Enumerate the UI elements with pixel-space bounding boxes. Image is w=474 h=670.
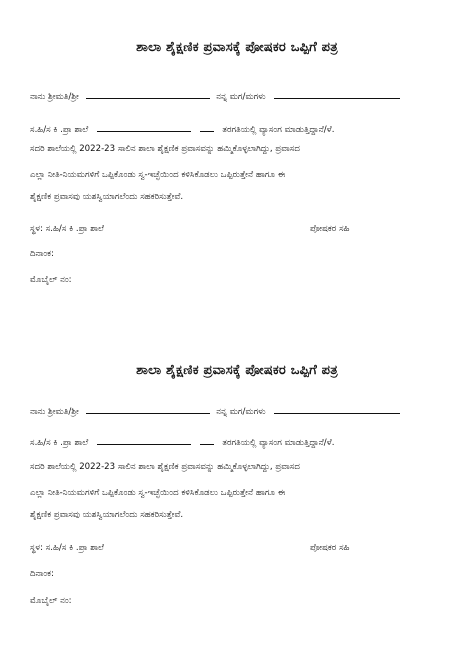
- school-name-blank[interactable]: [97, 436, 191, 445]
- parent-name-blank[interactable]: [86, 405, 210, 414]
- school-line: [30, 123, 450, 136]
- class-text: ತರಗತಿಯಲ್ಲಿ ವ್ಯಾಸಂಗ ಮಾಡುತ್ತಿದ್ದಾನೆ/ಳೆ.: [222, 125, 335, 135]
- consent-form-1: [0, 0, 474, 300]
- date-label: ದಿನಾಂಕ:: [30, 569, 54, 579]
- body-line-4: ಶೈಕ್ಷಣಿಕ ಪ್ರವಾಸವು ಯಶಸ್ವಿಯಾಗಲೆಂದು ಸಹಕರಿಸುತ್ತೇವೆ.: [30, 192, 184, 202]
- name-line: [30, 90, 450, 103]
- place-label: ಸ್ಥಳ: ಸ.ಹಿ/ಸ ಕಿ .ಪ್ರಾ ಶಾಲೆ: [30, 543, 104, 553]
- body-line-4: ಶೈಕ್ಷಣಿಕ ಪ್ರವಾಸವು ಯಶಸ್ವಿಯಾಗಲೆಂದು ಸಹಕರಿಸುತ್ತೇವೆ.: [30, 510, 184, 520]
- body-line-3: ಎಲ್ಲಾ ನೀತಿ-ನಿಯಮಗಳಿಗೆ ಒಪ್ಪಿಕೊಂಡು ಸ್ವ-ಇಚ್ಛೆಯಿಂದ ಕಳಿಸಿಕೊಡಲು ಒಪ್ಪಿರುತ್ತೇನೆ ಹಾಗೂ ಈ: [30, 488, 286, 498]
- mobile-label: ಮೊಬೈಲ್ ನಂ:: [30, 275, 72, 285]
- class-blank[interactable]: [200, 123, 214, 132]
- date-label: ದಿನಾಂಕ:: [30, 249, 54, 259]
- parent-signature-label: ಪೋಷಕರ ಸಹಿ: [310, 224, 350, 234]
- child-label: ನನ್ನ ಮಗ/ಮಗಳು: [216, 407, 266, 417]
- parent-name-blank[interactable]: [86, 90, 210, 99]
- parent-signature-label: ಪೋಷಕರ ಸಹಿ: [310, 543, 350, 553]
- child-label: ನನ್ನ ಮಗ/ಮಗಳು: [216, 92, 266, 102]
- mobile-label: ಮೊಬೈಲ್ ನಂ:: [30, 596, 72, 606]
- name-line: [30, 405, 450, 418]
- school-prefix: ಸ.ಹಿ/ಸ ಕಿ .ಪ್ರಾ ಶಾಲೆ: [30, 125, 89, 135]
- class-blank[interactable]: [200, 436, 214, 445]
- consent-form-2: [0, 323, 474, 623]
- body-line-3: ಎಲ್ಲಾ ನೀತಿ-ನಿಯಮಗಳಿಗೆ ಒಪ್ಪಿಕೊಂಡು ಸ್ವ-ಇಚ್ಛೆಯಿಂದ ಕಳಿಸಿಕೊಡಲು ಒಪ್ಪಿರುತ್ತೇನೆ ಹಾಗೂ ಈ: [30, 170, 286, 180]
- body-line-2: ಸದರಿ ಶಾಲೆಯಲ್ಲಿ 2022-23 ಸಾಲಿನ ಶಾಲಾ ಶೈಕ್ಷಣಿಕ ಪ್ರವಾಸವನ್ನು ಹಮ್ಮಿಕೊಳ್ಳಲಾಗಿದ್ದು, ಪ್ರವಾಸದ: [30, 144, 300, 154]
- school-line: [30, 436, 450, 449]
- name-prefix: ನಾನು ಶ್ರೀಮತಿ/ಶ್ರೀ: [30, 92, 79, 102]
- school-name-blank[interactable]: [97, 123, 191, 132]
- place-label: ಸ್ಥಳ: ಸ.ಹಿ/ಸ ಕಿ .ಪ್ರಾ ಶಾಲೆ: [30, 224, 104, 234]
- child-name-blank[interactable]: [274, 405, 400, 414]
- class-text: ತರಗತಿಯಲ್ಲಿ ವ್ಯಾಸಂಗ ಮಾಡುತ್ತಿದ್ದಾನೆ/ಳೆ.: [222, 438, 335, 448]
- form-title: ಶಾಲಾ ಶೈಕ್ಷಣಿಕ ಪ್ರವಾಸಕ್ಕೆ ಪೋಷಕರ ಒಪ್ಪಿಗೆ ಪತ್ರ: [136, 363, 338, 378]
- name-prefix: ನಾನು ಶ್ರೀಮತಿ/ಶ್ರೀ: [30, 407, 79, 417]
- child-name-blank[interactable]: [274, 90, 400, 99]
- school-prefix: ಸ.ಹಿ/ಸ ಕಿ .ಪ್ರಾ ಶಾಲೆ: [30, 438, 89, 448]
- form-title: ಶಾಲಾ ಶೈಕ್ಷಣಿಕ ಪ್ರವಾಸಕ್ಕೆ ಪೋಷಕರ ಒಪ್ಪಿಗೆ ಪತ್ರ: [136, 40, 338, 55]
- body-line-2: ಸದರಿ ಶಾಲೆಯಲ್ಲಿ 2022-23 ಸಾಲಿನ ಶಾಲಾ ಶೈಕ್ಷಣಿಕ ಪ್ರವಾಸವನ್ನು ಹಮ್ಮಿಕೊಳ್ಳಲಾಗಿದ್ದು, ಪ್ರವಾಸದ: [30, 462, 300, 472]
